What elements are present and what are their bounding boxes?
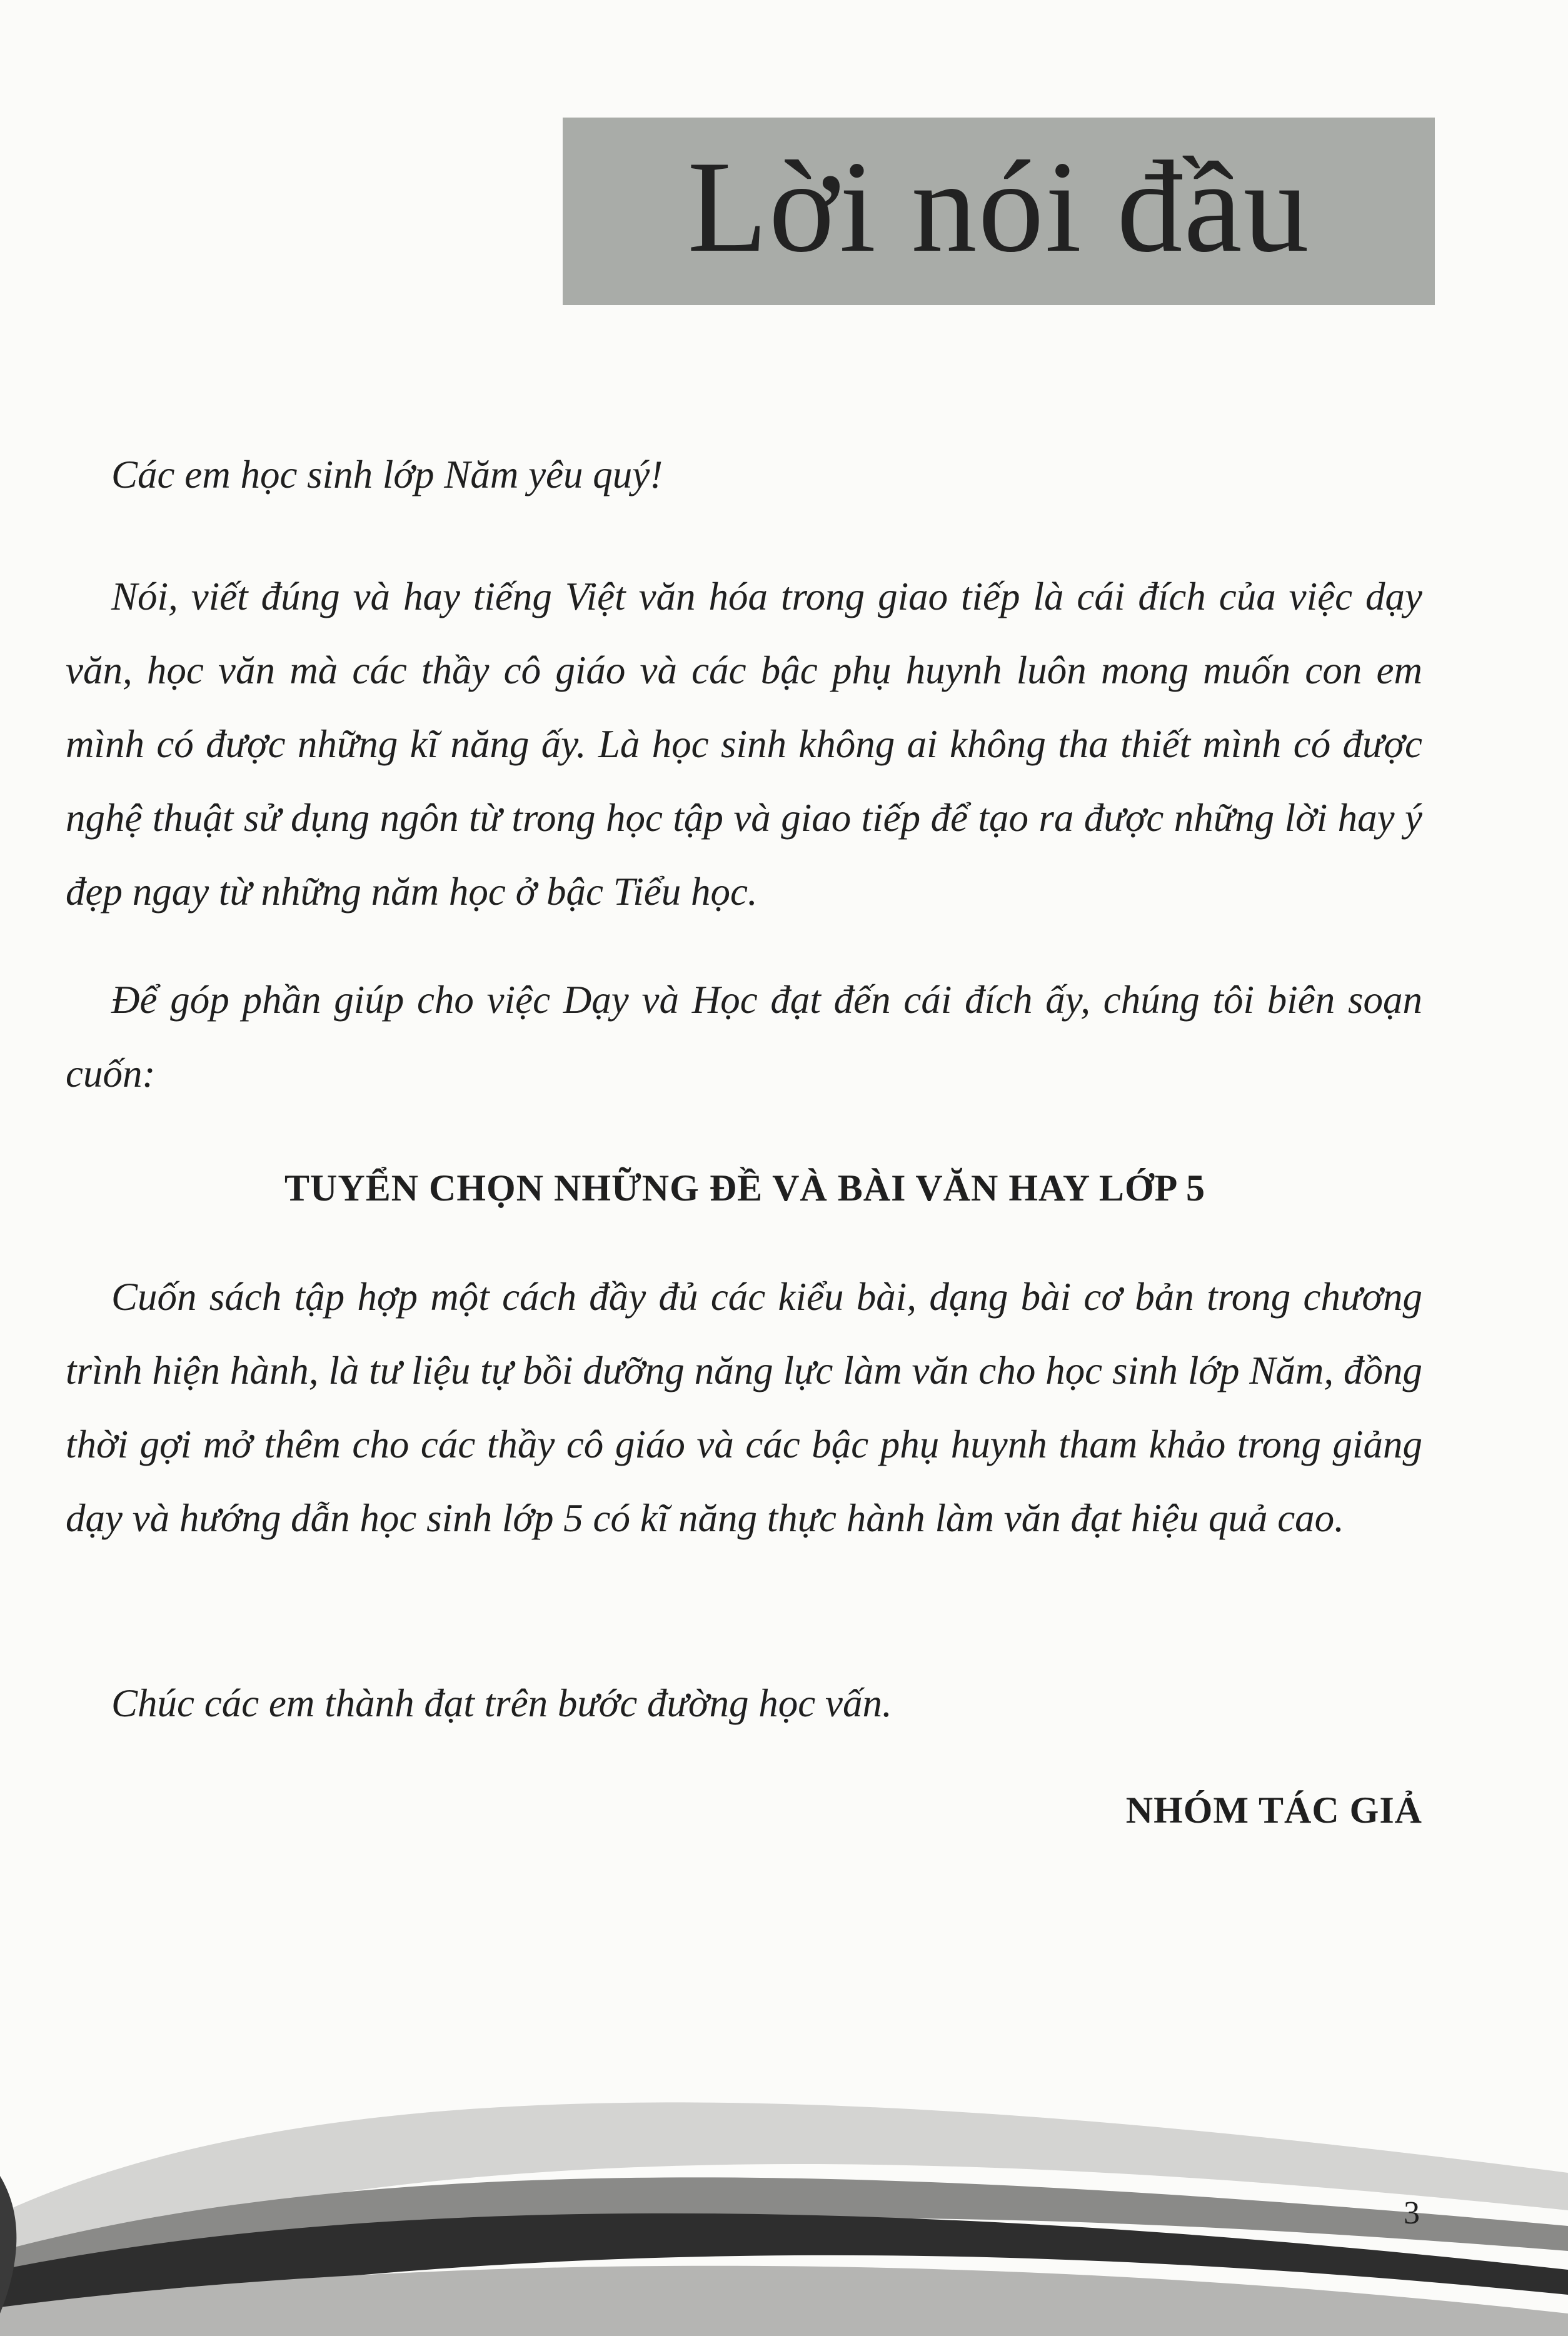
page-title: Lời nói đầu <box>687 134 1310 279</box>
page-number: 3 <box>1404 2195 1420 2231</box>
greeting: Các em học sinh lớp Năm yêu quý! <box>111 453 663 496</box>
title-banner <box>563 118 1435 305</box>
signature: NHÓM TÁC GIẢ <box>1125 1790 1422 1831</box>
closing-line: Chúc các em thành đạt trên bước đường học vấn. <box>111 1681 892 1725</box>
decorative-swoosh <box>0 2063 1568 2336</box>
paragraph-description: Cuốn sách tập hợp một cách đầy đủ các kiểu bài, dạng bài cơ bản trong chương trình hiện hành, là tư liệu tự bồi dưỡng năng lực làm văn cho học sinh lớp Năm, đồng thời gợi mở thêm cho các thầy cô giáo và các bậc phụ huynh tham khảo trong giảng dạy và hướng dẫn học sinh lớp 5 có kĩ năng thực hành làm văn đạt hiệu quả cao. <box>66 1275 1422 1540</box>
paragraph-intro: Nói, viết đúng và hay tiếng Việt văn hóa trong giao tiếp là cái đích của việc dạy văn, học văn mà các thầy cô giáo và các bậc phụ huynh luôn mong muốn con em mình có được những kĩ năng ấy. Là học sinh không ai không tha thiết mình có được nghệ thuật sử dụng ngôn từ trong học tập và giao tiếp để tạo ra được những lời hay ý đẹp ngay từ những năm học ở bậc Tiểu học. <box>66 575 1422 914</box>
book-title: TUYỂN CHỌN NHỮNG ĐỀ VÀ BÀI VĂN HAY LỚP 5 <box>284 1167 1205 1209</box>
paragraph-purpose: Để góp phần giúp cho việc Dạy và Học đạt đến cái đích ấy, chúng tôi biên soạn cuốn: <box>66 978 1422 1095</box>
